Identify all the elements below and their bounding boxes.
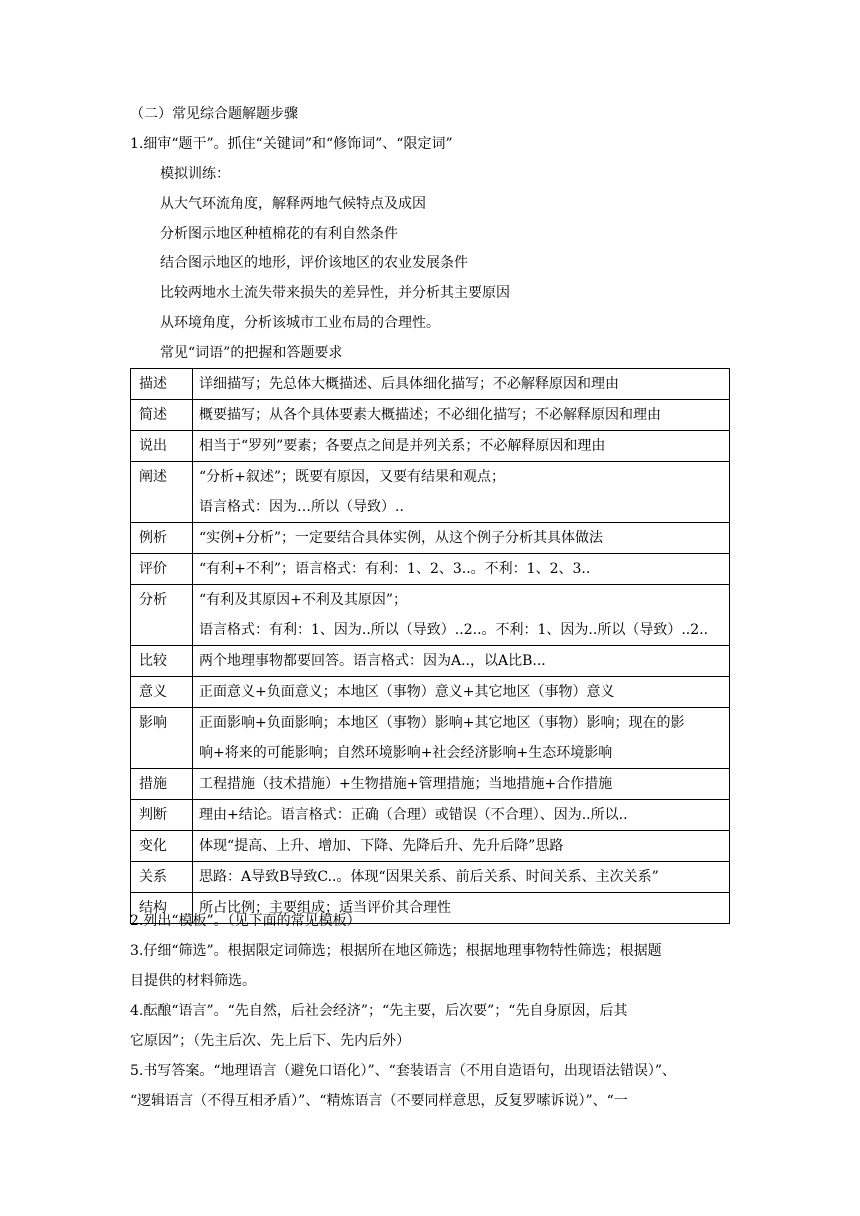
- table-row: [131, 831, 730, 862]
- term-cell: 关系: [131, 862, 193, 893]
- definition-line: 正面影响+负面影响；本地区（事物）影响+其它地区（事物）影响；现在的影: [199, 715, 685, 731]
- term-cell: 影响: [131, 708, 193, 769]
- term-cell: 变化: [131, 831, 193, 862]
- definition-line: “实例+分析”；一定要结合具体实例，从这个例子分析其具体做法: [199, 530, 604, 546]
- steps-section: [130, 906, 732, 1116]
- definition-cell: [193, 646, 730, 677]
- term-cell: 措施: [131, 769, 193, 800]
- practice-item: 从大气环流角度，解释两地气候特点及成因: [160, 196, 426, 212]
- definition-line: 正面意义+负面意义；本地区（事物）意义+其它地区（事物）意义: [199, 684, 615, 700]
- term-cell: 简述: [131, 400, 193, 431]
- term-cell: 分析: [131, 585, 193, 646]
- definition-line: 思路：A导致B导致C..。体现“因果关系、前后关系、时间关系、主次关系”: [199, 869, 659, 885]
- table-row: [131, 431, 730, 462]
- definition-line: “有利及其原因+不利及其原因”；: [199, 592, 408, 608]
- step-line: 2.列出“模板”。（见下面的常见模板）: [130, 913, 361, 929]
- definition-cell: [193, 554, 730, 585]
- definition-cell: [193, 462, 730, 523]
- definition-line: “分析+叙述”；既要有原因，又要有结果和观点；: [199, 469, 506, 485]
- table-row: [131, 862, 730, 893]
- definition-line: 响+将来的可能影响；自然环境影响+社会经济影响+生态环境影响: [199, 745, 613, 761]
- term-cell: 阐述: [131, 462, 193, 523]
- table-row: [131, 585, 730, 646]
- definition-cell: [193, 400, 730, 431]
- table-row: [131, 769, 730, 800]
- table-row: [131, 646, 730, 677]
- practice-item: 比较两地水土流失带来损失的差异性，并分析其主要原因: [160, 285, 510, 301]
- table-row: [131, 523, 730, 554]
- definition-line: 相当于“罗列”要素；各要点之间是并列关系；不必解释原因和理由: [199, 438, 606, 454]
- step-line: 它原因”；（先主后次、先上后下、先内后外）: [130, 1033, 411, 1049]
- step-line: “逻辑语言（不得互相矛盾）”、“精炼语言（不要同样意思，反复罗嗦诉说）”、“一: [130, 1093, 628, 1109]
- section-title: （二）常见综合题解题步骤: [130, 106, 298, 122]
- definition-line: 理由+结论。语言格式：正确（合理）或错误（不合理）、因为..所以..: [199, 807, 628, 823]
- table-row: [131, 400, 730, 431]
- step-paragraph: [130, 1056, 732, 1116]
- table-caption: 常见“词语”的把握和答题要求: [160, 345, 343, 361]
- term-cell: 描述: [131, 369, 193, 400]
- table-row: [131, 708, 730, 769]
- table-row: [131, 554, 730, 585]
- practice-label: 模拟训练：: [160, 166, 230, 182]
- definition-line: 体现“提高、上升、增加、下降、先降后升、先升后降”思路: [199, 838, 564, 854]
- term-cell: 例析: [131, 523, 193, 554]
- step-paragraph: [130, 996, 732, 1056]
- definition-cell: [193, 431, 730, 462]
- term-cell: 结构: [131, 893, 193, 924]
- definition-line: 两个地理事物都要回答。语言格式：因为A..，以A比B...: [199, 653, 546, 669]
- definition-line: 概要描写；从各个具体要素大概描述；不必细化描写；不必解释原因和理由: [199, 407, 661, 423]
- definition-cell: [193, 831, 730, 862]
- definition-cell: [193, 585, 730, 646]
- definition-cell: [193, 862, 730, 893]
- step-paragraph: [130, 936, 732, 996]
- table-row: [131, 462, 730, 523]
- definition-line: 详细描写；先总体大概描述、后具体细化描写；不必解释原因和理由: [199, 376, 619, 392]
- term-cell: 意义: [131, 677, 193, 708]
- definition-line: “有利+不利”；语言格式：有利：1、2、3..。不利：1、2、3..: [199, 561, 591, 577]
- step-line: 目提供的材料筛选。: [130, 973, 256, 989]
- definition-cell: [193, 769, 730, 800]
- definition-line: 语言格式：因为…所以（导致）..: [199, 499, 404, 515]
- step-line: 5.书写答案。“地理语言（避免口语化）”、“套装语言（不用自造语句，出现语法错误）”、: [130, 1063, 676, 1079]
- terms-table: [130, 368, 730, 924]
- definition-line: 工程措施（技术措施）+生物措施+管理措施；当地措施+合作措施: [199, 776, 613, 792]
- term-cell: 评价: [131, 554, 193, 585]
- practice-item: 从环境角度，分析该城市工业布局的合理性。: [160, 315, 440, 331]
- definition-cell: [193, 369, 730, 400]
- table-row: [131, 369, 730, 400]
- table-row: [131, 800, 730, 831]
- table-row: [131, 677, 730, 708]
- step-line: 3.仔细“筛选”。根据限定词筛选；根据所在地区筛选；根据地理事物特性筛选；根据题: [130, 943, 662, 959]
- step-1: 1.细审“题干”。抓住“关键词”和“修饰词”、“限定词”: [130, 136, 453, 152]
- definition-cell: [193, 800, 730, 831]
- practice-item: 分析图示地区种植棉花的有利自然条件: [160, 226, 398, 242]
- definition-line: 语言格式：有利：1、因为..所以（导致）..2..。不利：1、因为..所以（导致）..2..: [199, 622, 709, 638]
- term-cell: 说出: [131, 431, 193, 462]
- definition-cell: [193, 708, 730, 769]
- step-paragraph: [130, 906, 732, 936]
- practice-item: 结合图示地区的地形，评价该地区的农业发展条件: [160, 255, 468, 271]
- definition-line: 所占比例；主要组成；适当评价其合理性: [199, 900, 451, 916]
- step-line: 4.酝酿“语言”。“先自然，后社会经济”；“先主要，后次要”；“先自身原因，后其: [130, 1003, 628, 1019]
- term-cell: 比较: [131, 646, 193, 677]
- definition-cell: [193, 523, 730, 554]
- definition-cell: [193, 677, 730, 708]
- term-cell: 判断: [131, 800, 193, 831]
